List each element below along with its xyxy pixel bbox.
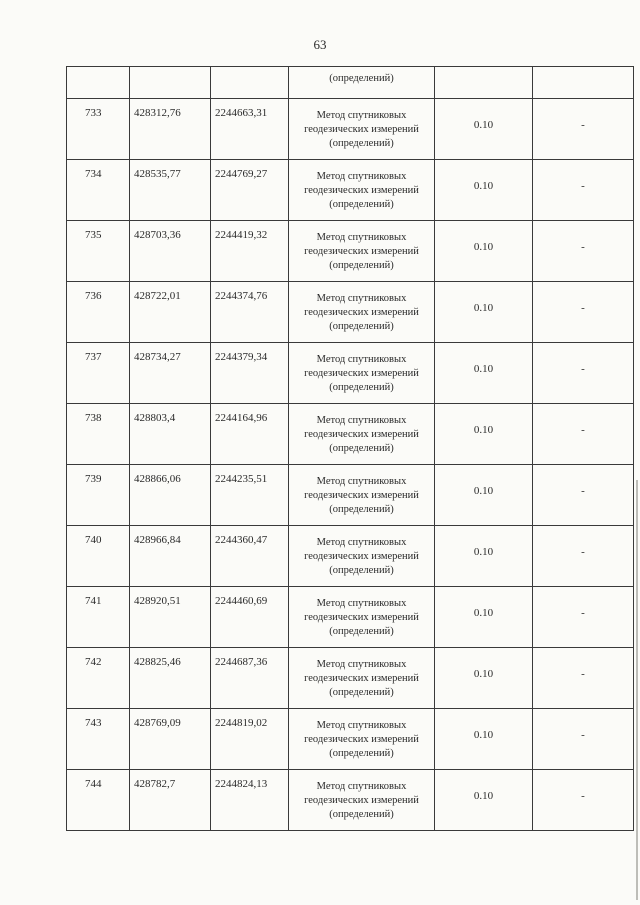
method-line: Метод спутниковых	[316, 110, 407, 121]
method-line: (определений)	[329, 565, 394, 576]
description-cell	[533, 587, 634, 648]
table-row	[67, 587, 634, 648]
description-value: -	[581, 729, 585, 741]
method-text	[289, 465, 434, 517]
description-value: -	[581, 485, 585, 497]
point-number: 737	[85, 351, 102, 363]
method-line: геодезических измерений	[304, 490, 419, 501]
coord-y-cell	[211, 160, 289, 221]
method-line: геодезических измерений	[304, 429, 419, 440]
method-line: (определений)	[329, 626, 394, 637]
coord-y-cell	[211, 282, 289, 343]
method-line: геодезических измерений	[304, 734, 419, 745]
coord-y-cell	[211, 99, 289, 160]
coord-y-cell	[211, 526, 289, 587]
method-line: Метод спутниковых	[316, 354, 407, 365]
coord-y-cell	[211, 587, 289, 648]
method-line: геодезических измерений	[304, 124, 419, 135]
accuracy-cell	[435, 282, 533, 343]
table-row	[67, 160, 634, 221]
coord-y-cell	[211, 221, 289, 282]
coord-x: 428734,27	[134, 351, 181, 363]
method-text	[289, 770, 434, 822]
method-line: Метод спутниковых	[316, 781, 407, 792]
accuracy-value: 0.10	[473, 119, 494, 131]
accuracy-value: 0.10	[473, 546, 494, 558]
method-line: Метод спутниковых	[316, 415, 407, 426]
method-line: геодезических измерений	[304, 612, 419, 623]
coord-x: 428920,51	[134, 595, 181, 607]
coord-y: 2244687,36	[215, 656, 268, 668]
method-cell	[289, 587, 435, 648]
method-line: геодезических измерений	[304, 795, 419, 806]
accuracy-value: 0.10	[473, 424, 494, 436]
point-number-cell	[67, 709, 130, 770]
point-number: 740	[85, 534, 102, 546]
continuation-accuracy-cell	[435, 67, 533, 99]
method-line: Метод спутниковых	[316, 171, 407, 182]
coord-x: 428825,46	[134, 656, 181, 668]
method-line: (определений)	[329, 504, 394, 515]
coord-x-cell	[130, 99, 211, 160]
coord-x: 428722,01	[134, 290, 181, 302]
point-number: 742	[85, 656, 102, 668]
coord-x: 428535,77	[134, 168, 181, 180]
method-line: Метод спутниковых	[316, 232, 407, 243]
coord-y: 2244819,02	[215, 717, 268, 729]
description-value: -	[581, 363, 585, 375]
coord-x-cell	[130, 770, 211, 831]
point-number: 744	[85, 778, 102, 790]
accuracy-value: 0.10	[473, 180, 494, 192]
method-line: геодезических измерений	[304, 368, 419, 379]
description-cell	[533, 526, 634, 587]
point-number-cell	[67, 282, 130, 343]
continuation-num-cell	[67, 67, 130, 99]
coord-y: 2244419,32	[215, 229, 268, 241]
table-row	[67, 99, 634, 160]
point-number: 734	[85, 168, 102, 180]
table-row	[67, 404, 634, 465]
method-line: Метод спутниковых	[316, 293, 407, 304]
coord-y-cell	[211, 404, 289, 465]
continuation-method-cell	[289, 67, 435, 99]
description-cell	[533, 221, 634, 282]
method-line: (определений)	[329, 199, 394, 210]
coord-y: 2244769,27	[215, 168, 268, 180]
description-cell	[533, 282, 634, 343]
method-line: Метод спутниковых	[316, 659, 407, 670]
coord-y: 2244164,96	[215, 412, 268, 424]
coord-y: 2244460,69	[215, 595, 268, 607]
accuracy-value: 0.10	[473, 241, 494, 253]
point-number: 739	[85, 473, 102, 485]
description-value: -	[581, 607, 585, 619]
method-line: (определений)	[329, 809, 394, 820]
coordinates-table-body	[67, 67, 634, 831]
table-row	[67, 770, 634, 831]
table-row	[67, 221, 634, 282]
point-number-cell	[67, 99, 130, 160]
coord-x: 428703,36	[134, 229, 181, 241]
coord-x: 428866,06	[134, 473, 181, 485]
accuracy-value: 0.10	[473, 485, 494, 497]
accuracy-cell	[435, 343, 533, 404]
description-value: -	[581, 180, 585, 192]
scan-edge-shadow	[636, 480, 638, 900]
coordinates-table	[66, 66, 634, 831]
coord-y-cell	[211, 343, 289, 404]
accuracy-cell	[435, 526, 533, 587]
coord-x-cell	[130, 709, 211, 770]
table-row	[67, 465, 634, 526]
method-cell	[289, 770, 435, 831]
point-number-cell	[67, 221, 130, 282]
method-line: геодезических измерений	[304, 307, 419, 318]
method-line: Метод спутниковых	[316, 720, 407, 731]
coord-y-cell	[211, 770, 289, 831]
accuracy-value: 0.10	[473, 363, 494, 375]
description-cell	[533, 160, 634, 221]
method-text	[289, 587, 434, 639]
coord-x: 428803,4	[134, 412, 176, 424]
method-text	[289, 282, 434, 334]
coord-x-cell	[130, 343, 211, 404]
point-number: 738	[85, 412, 102, 424]
description-cell	[533, 404, 634, 465]
table-row	[67, 648, 634, 709]
method-line: Метод спутниковых	[316, 476, 407, 487]
coord-x-cell	[130, 648, 211, 709]
point-number-cell	[67, 526, 130, 587]
coord-x: 428769,09	[134, 717, 181, 729]
table-row	[67, 709, 634, 770]
continuation-y-cell	[211, 67, 289, 99]
coord-y: 2244663,31	[215, 107, 268, 119]
table-row	[67, 282, 634, 343]
method-text	[289, 526, 434, 578]
coord-y: 2244360,47	[215, 534, 268, 546]
coord-y: 2244824,13	[215, 778, 268, 790]
description-value: -	[581, 241, 585, 253]
method-cell	[289, 282, 435, 343]
coord-x-cell	[130, 465, 211, 526]
method-line: геодезических измерений	[304, 551, 419, 562]
coord-x-cell	[130, 587, 211, 648]
coord-y-cell	[211, 709, 289, 770]
accuracy-value: 0.10	[473, 668, 494, 680]
method-cell	[289, 526, 435, 587]
description-cell	[533, 648, 634, 709]
accuracy-cell	[435, 160, 533, 221]
description-cell	[533, 99, 634, 160]
point-number-cell	[67, 160, 130, 221]
method-line: (определений)	[329, 687, 394, 698]
method-cell	[289, 99, 435, 160]
coord-x-cell	[130, 221, 211, 282]
method-text	[289, 648, 434, 700]
point-number-cell	[67, 648, 130, 709]
method-cell	[289, 465, 435, 526]
description-value: -	[581, 790, 585, 802]
method-cell	[289, 160, 435, 221]
method-line: (определений)	[329, 748, 394, 759]
accuracy-cell	[435, 99, 533, 160]
coord-y-cell	[211, 465, 289, 526]
method-cell	[289, 648, 435, 709]
page-number: 63	[313, 37, 327, 52]
accuracy-cell	[435, 404, 533, 465]
accuracy-cell	[435, 221, 533, 282]
coord-x-cell	[130, 526, 211, 587]
coord-x: 428966,84	[134, 534, 181, 546]
point-number-cell	[67, 343, 130, 404]
description-cell	[533, 465, 634, 526]
method-line: (определений)	[329, 321, 394, 332]
accuracy-value: 0.10	[473, 790, 494, 802]
point-number: 741	[85, 595, 102, 607]
table-row	[67, 526, 634, 587]
description-value: -	[581, 119, 585, 131]
method-text	[289, 343, 434, 395]
method-line: геодезических измерений	[304, 673, 419, 684]
method-line: (определений)	[329, 443, 394, 454]
method-line: геодезических измерений	[304, 185, 419, 196]
coord-x-cell	[130, 160, 211, 221]
point-number-cell	[67, 770, 130, 831]
table-row	[67, 343, 634, 404]
description-cell	[533, 343, 634, 404]
point-number-cell	[67, 404, 130, 465]
accuracy-cell	[435, 465, 533, 526]
method-text	[289, 404, 434, 456]
coord-y-cell	[211, 648, 289, 709]
point-number: 736	[85, 290, 102, 302]
accuracy-value: 0.10	[473, 302, 494, 314]
description-cell	[533, 709, 634, 770]
method-line: (определений)	[329, 382, 394, 393]
point-number-cell	[67, 465, 130, 526]
coord-x-cell	[130, 282, 211, 343]
coord-x-cell	[130, 404, 211, 465]
coord-x: 428782,7	[134, 778, 176, 790]
method-text	[289, 709, 434, 761]
accuracy-cell	[435, 648, 533, 709]
description-value: -	[581, 302, 585, 314]
description-value: -	[581, 546, 585, 558]
point-number: 743	[85, 717, 102, 729]
accuracy-cell	[435, 587, 533, 648]
continuation-method-text: (определений)	[329, 73, 394, 84]
point-number: 733	[85, 107, 102, 119]
method-cell	[289, 221, 435, 282]
continuation-x-cell	[130, 67, 211, 99]
coord-x: 428312,76	[134, 107, 181, 119]
method-line: (определений)	[329, 138, 394, 149]
method-cell	[289, 709, 435, 770]
accuracy-value: 0.10	[473, 729, 494, 741]
accuracy-value: 0.10	[473, 607, 494, 619]
coord-y: 2244235,51	[215, 473, 268, 485]
method-cell	[289, 343, 435, 404]
method-text	[289, 99, 434, 151]
method-line: (определений)	[329, 260, 394, 271]
coord-y: 2244379,34	[215, 351, 268, 363]
coord-y: 2244374,76	[215, 290, 268, 302]
method-cell	[289, 404, 435, 465]
description-value: -	[581, 668, 585, 680]
accuracy-cell	[435, 770, 533, 831]
accuracy-cell	[435, 709, 533, 770]
continuation-desc-cell	[533, 67, 634, 99]
method-line: Метод спутниковых	[316, 537, 407, 548]
continuation-row	[67, 67, 634, 99]
method-line: Метод спутниковых	[316, 598, 407, 609]
description-value: -	[581, 424, 585, 436]
method-line: геодезических измерений	[304, 246, 419, 257]
description-cell	[533, 770, 634, 831]
method-text	[289, 160, 434, 212]
method-text	[289, 221, 434, 273]
point-number-cell	[67, 587, 130, 648]
point-number: 735	[85, 229, 102, 241]
